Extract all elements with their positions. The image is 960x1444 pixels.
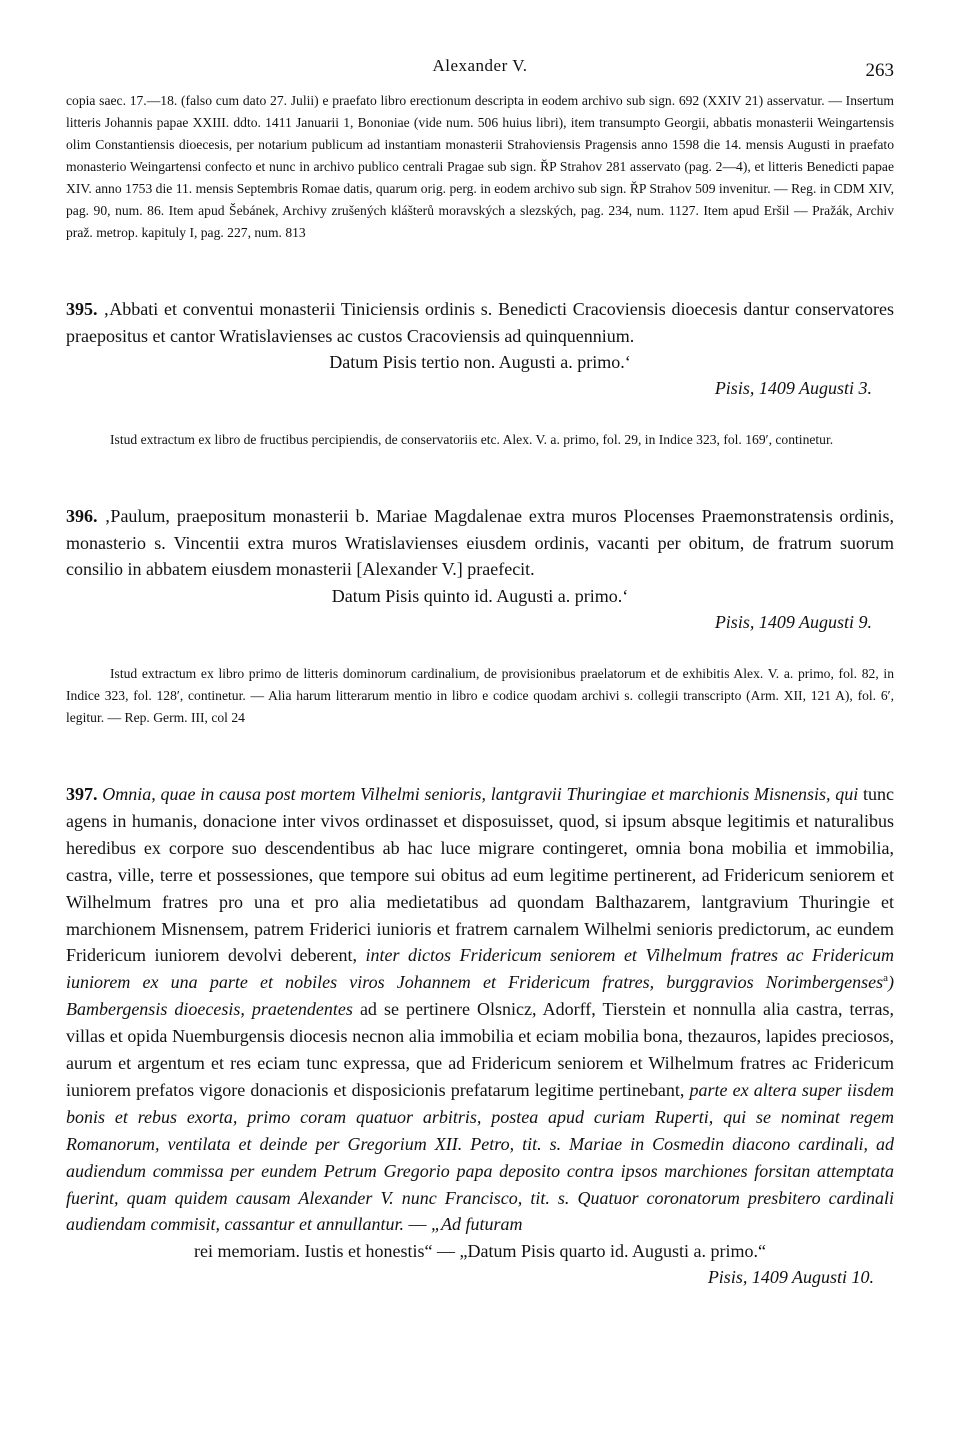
entry-number: 397. [66,783,98,804]
entry-source-note: Istud extractum ex libro de fructibus percipiendis, de conservatoriis etc. Alex. V. a. primo, fol. 29, in Indice 323, fol. 169′, continetur. [110,432,834,448]
text-segment: tunc agens in humanis, donacione inter vivos ordinasset et disposuisset, quod, si ipsum absque legitimis et naturalibus heredibus ex corpore suo descendentibus ab hac luce migrare contingeret, omnia bona mobilia et immobilia, castra, ville, terre et possessiones, que tempore sui obitus ad eum legitime pertinerent, ad Fridericum seniorem et Wilhelmum fratres pro una et pro alia medietatibus ad quondam Balthazarem, lantgravium Thuringie et marchionem Misnensem, patrem Friderici iunioris et fratrem carnalem Wilhelmi senioris predictorum, ac eundem Fridericum iuniorem devolvi deberent, [66,783,895,966]
entry-text: ‚Paulum, praepositum monasterii b. Mariae Magdalenae extra muros Plocenses Praemonstratensis ordinis, monasterio s. Vincentii extra muros Wratislavienses eiusdem ordinis, vacanti per obitum, de fratrum suorum consilio in abbatem eiusdem monasterii [Alexander V.] praefecit. [66,506,895,580]
entry-dated-line: Datum Pisis tertio non. Augusti a. primo.‘ [329,352,631,373]
footnote-marker: a [883,972,888,985]
text-segment: — [404,1214,431,1235]
text-segment: inter dictos Fridericum seniorem et Vilhelmum fratres ac Fridericum iuniorem ex una parte et nobiles viros Johannem et Fridericum fratres, burggravios Norimbergenses [66,945,894,993]
text-segment: ) Bambergensis dioecesis, praetendentes [66,972,894,1020]
page-header [66,50,894,90]
page-number: 263 [865,60,894,81]
text-segment: ad se pertinere Olsnicz, Adorff, Tierstein et nonnulla alia castra, terras, villas et opida Nuemburgensis diocesis necnon alia immobilia et eciam mobilia bona, thezauros, lapides preciosos, aurum et argentum et res eciam tunc expressa, que ad Fridericum seniorem et Wilhelmum fratres ac Fridericum iuniorem prefatos vigore donacionis et disposicionis prefatarum legitime pertinebant, [66,999,894,1100]
running-title: Alexander V. [432,56,528,75]
entry-396 [66,503,894,583]
top-note: copia saec. 17.—18. (falso cum dato 27. Julii) e praefato libro erectionum descripta in eodem archivo sub sign. 692 (XXIV 21) asservatur. — Insertum litteris Johannis papae XXIII. ddto. 1411 Januarii 1, Bononiae (vide num. 506 huius libri), item transumpto Georgii, abbatis monasterii Weingartensis olim Constantiensis dioecesis, per notarium publicum ad instantiam monasterii Strahoviensis Pragensis anno 1598 die 14. mensis Augusti in praefato monasterio Weingartensi confecto et nunc in archivo publico centrali Pragae sub sign. ŘP Strahov 281 asservato (pag. 2—4), et litteris Benedicti papae XIV. anno 1753 die 11. mensis Septembris Romae datis, quarum orig. perg. in eodem archivo sub sign. ŘP Strahov 509 invenitur. — Reg. in CDM XIV, pag. 90, num. 86. Item apud Šebánek, Archivy zrušených klášterů moravských a slezských, pag. 234, num. 1127. Item apud Eršil — Pražák, Archiv praž. metrop. kapituly I, pag. 227, num. 813 [66,93,894,240]
text-segment: Omnia, quae in causa post mortem Vilhelmi senioris, lantgravii Thuringiae et marchionis Misnensis, qui [102,783,859,804]
entry-place-date: Pisis, 1409 Augusti 3. [714,378,872,399]
entry-source-note: Istud extractum ex libro primo de litteris dominorum cardinalium, de provisionibus praelatorum et de exhibitis Alex. V. a. primo, fol. 82, in Indice 323, fol. 128′, continetur. — Alia harum litterarum mentio in libro e codice quodam archivi s. collegii transcripto (Arm. XII, 121 A), fol. 6′, legitur. — Rep. Germ. III, col 24 [66,665,894,725]
entry-closing-formula: rei memoriam. Iustis et honestis“ — „Datum Pisis quarto id. Augusti a. primo.“ [194,1241,766,1262]
entry-number: 395. [66,299,98,319]
entry-397 [66,781,894,1238]
entry-number: 396. [66,506,98,527]
entry-place-date: Pisis, 1409 Augusti 9. [714,611,872,632]
text-segment: parte ex altera super iisdem bonis et rebus exorta, primo coram quatuor arbitris, postea apud curiam Ruperti, qui se nominat regem Romanorum, ventilata et deinde per Gregorium XII. Petro, tit. s. Mariae in Cosmedin diacono cardinali, ad audiendum commissa per eundem Petrum Gregorio papa deposito contra ipsos marchiones forsitan attemptata fuerint, quam quidem causam Alexander V. nunc Francisco, tit. s. Quatuor coronatorum presbitero cardinali audiendam commisit, cassantur et annullantur. [66,1079,895,1235]
entry-395 [66,296,894,349]
entry-dated-line: Datum Pisis quinto id. Augusti a. primo.‘ [331,585,629,606]
entry-text [66,784,894,1235]
entry-place-date: Pisis, 1409 Augusti 10. [707,1267,874,1288]
text-segment: „Ad futuram [431,1214,523,1235]
document-page [66,50,894,1290]
entry-text: ‚Abbati et conventui monasterii Tiniciensis ordinis s. Benedicti Cracoviensis dioecesis dantur conservatores praepositus et cantor Wratislavienses ac custos Cracoviensis ad quinquennium. [66,299,894,346]
